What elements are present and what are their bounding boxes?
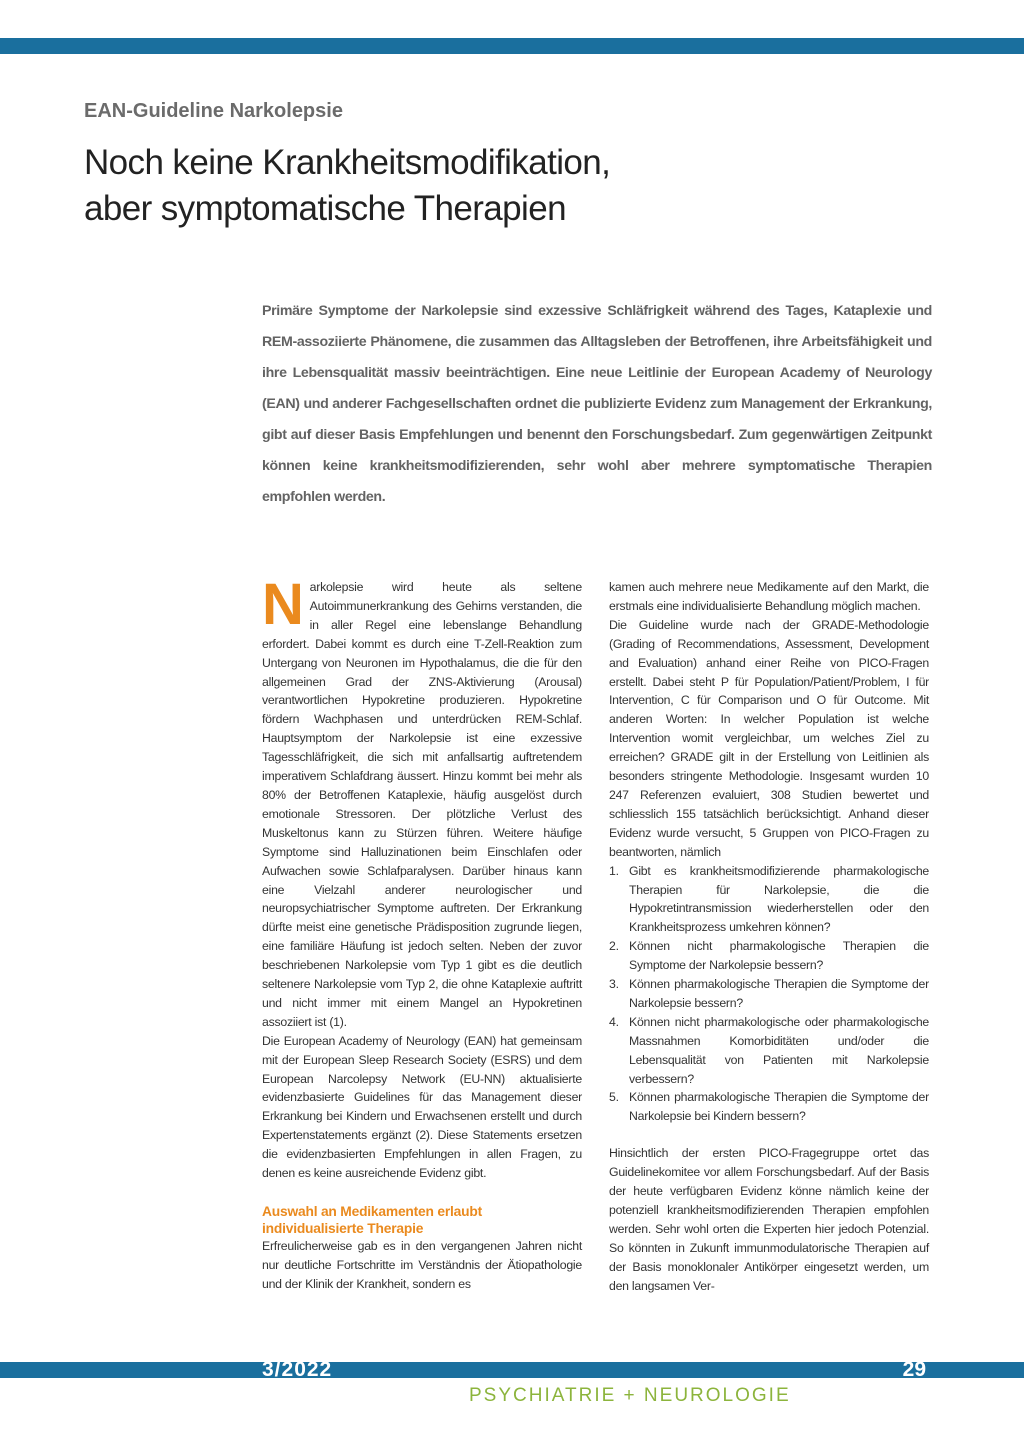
body-paragraph: Erfreulicherweise gab es in den vergangenen Jahren nicht nur deutliche Fortschritte im Verständnis der Ätiopathologie und der Klinik der Krankheit, sondern es [262,1239,582,1291]
issue-number: 3/2022 [262,1358,333,1381]
list-item [609,975,929,1013]
section-subheading: Auswahl an Medikamenten erlaubt individualisierte Therapie [262,1204,482,1236]
list-text: Gibt es krankheitsmodifizierende pharmakologische Therapien für Narkolepsie, die die Hypokretintransmission wiederherstellen oder den Krankheitsprozess umkehren können? [629,863,929,935]
list-number: 1. [609,863,619,878]
journal-name: PSYCHIATRIE + NEUROLOGIE [469,1385,791,1406]
list-text: Können pharmakologische Therapien die Symptome der Narkolepsie bessern? [629,977,929,1010]
article-kicker: EAN-Guideline Narkolepsie [84,100,343,122]
top-color-bar [0,38,1024,54]
body-paragraph: Hinsichtlich der ersten PICO-Fragegruppe ortet das Guidelinekomitee vor allem Forschungsbedarf. Auf der Basis der heute verfügbaren Evidenz könne nämlich keine der potenziell krankheitsmodifizierenden Therapien empfohlen werden. Sehr wohl orten die Experten hier jedoch Potenzial. So könnten in Zukunft immunmodulatorische Therapien auf der Basis monoklonaler Antikörper eingesetzt werden, um den langsamen Ver- [609,1146,929,1293]
list-number: 4. [609,1014,619,1029]
body-paragraph: Die European Academy of Neurology (EAN) hat gemeinsam mit der European Sleep Research Society (ESRS) und dem European Narcolepsy Network (EU-NN) aktualisierte evidenzbasierte Guidelines für das Management dieser Erkrankung bei Kindern und Erwachsenen erstellt und durch Expertenstatements ergänzt (2). Diese Statements ersetzen die evidenzbasierten Empfehlungen in allen Fragen, zu denen es keine ausreichende Evidenz gibt. [262,1033,582,1181]
list-item [609,1088,929,1126]
list-item [609,1013,929,1089]
list-number: 5. [609,1090,619,1105]
intro-text: arkolepsie wird heute als seltene Autoimmunerkrankung des Gehirns verstanden, die in aller Regel eine lebenslange Behandlung erfordert. Dabei kommt es durch eine T-Zell-Reaktion zum Untergang von Neuronen im Hypothalamus, die die für den allgemeinen Grad der ZNS-Aktivierung (Arousal) verantwortlichen Hypokretine produzieren. Hypokretine fördern Wachphasen und unterdrücken REM-Schlaf. Hauptsymptom der Narkolepsie ist eine exzessive Tagesschläfrigkeit, die sich mit anfallsartig auftretendem imperativem Schlafdrang äussert. Hinzu kommt bei mehr als 80% der Betroffenen Kataplexie, häufig ausgelöst durch emotionale Stressoren. Der plötzliche Verlust des Muskeltonus kann zu Stürzen führen. Weitere häufige Symptome sind Halluzinationen beim Einschlafen oder Aufwachen sowie Schlafparalysen. Darüber hinaus kann eine Vielzahl anderer neurologischer und neuropsychiatrischer Symptome auftreten. Der Erkrankung dürfte meist eine genetische Prädisposition zugrunde liegen, eine familiäre Häufung ist jedoch selten. Neben der zuvor beschriebenen Narkolepsie vom Typ 1 gibt es die deutlich seltenere Narkolepsie vom Typ 2, die ohne Kataplexie auftritt und nicht immer mit einem Mangel an Hypokretinen assoziiert ist (1). [262,580,582,1029]
list-number: 3. [609,977,619,992]
list-text: Können pharmakologische Therapien die Symptome der Narkolepsie bei Kindern bessern? [629,1090,929,1124]
list-text: Können nicht pharmakologische Therapien die Symptome der Narkolepsie bessern? [629,939,929,973]
page-number: 29 [902,1358,926,1381]
drop-cap: N [262,572,304,637]
left-column [262,572,582,1294]
bottom-color-bar [0,1362,1024,1378]
lead-paragraph: Primäre Symptome der Narkolepsie sind exzessive Schläfrigkeit während des Tages, Kataplexie und REM-assoziierte Phänomene, die zusammen das Alltagsleben der Betroffenen, ihre Arbeitsfähigkeit und ihre Lebensqualität massiv beeinträchtigen. Eine neue Leitlinie der European Academy of Neurology (EAN) und anderer Fachgesellschaften ordnet die publizierte Evidenz zum Management der Erkrankung, gibt auf dieser Basis Empfehlungen und benennt den Forschungsbedarf. Zum gegenwärtigen Zeitpunkt können keine krankheitsmodifizierenden, sehr wohl aber mehrere symptomatische Therapien empfohlen werden. [262,303,932,505]
article-title [84,140,844,232]
pico-question-list [609,862,929,1127]
right-column [609,578,929,1296]
body-paragraph: Die Guideline wurde nach der GRADE-Methodologie (Grading of Recommendations, Assessment, Development and Evaluation) anhand einer Reihe von PICO-Fragen erstellt. Dabei steht P für Population/Patient/Problem, I für Intervention, C für Comparison und O für Outcome. Mit anderen Worten: In welcher Population ist welche Intervention womit vergleichbar, um welches Ziel zu erreichen? GRADE gilt in der Erstellung von Leitlinien als besonders stringente Methodologie. Insgesamt wurden 10 247 Referenzen evaluiert, 308 Studien bewertet und schliesslich 155 tatsächlich berücksichtigt. Anhand dieser Evidenz wurde versucht, 5 Gruppen von PICO-Fragen zu beantworten, nämlich [609,617,929,859]
title-line-1: Noch keine Krankheitsmodifikation, [84,143,611,182]
intro-paragraph [262,572,582,1032]
body-paragraph: kamen auch mehrere neue Medikamente auf den Markt, die erstmals eine individualisierte Behandlung möglich machen. [609,580,929,613]
list-number: 2. [609,939,619,954]
list-item [609,937,929,975]
list-item [609,862,929,938]
title-line-2: aber symptomatische Therapien [84,189,566,228]
list-text: Können nicht pharmakologische oder pharmakologische Massnahmen Komorbiditäten und/oder die Lebensqualität von Patienten mit Narkolepsie verbessern? [629,1014,929,1086]
